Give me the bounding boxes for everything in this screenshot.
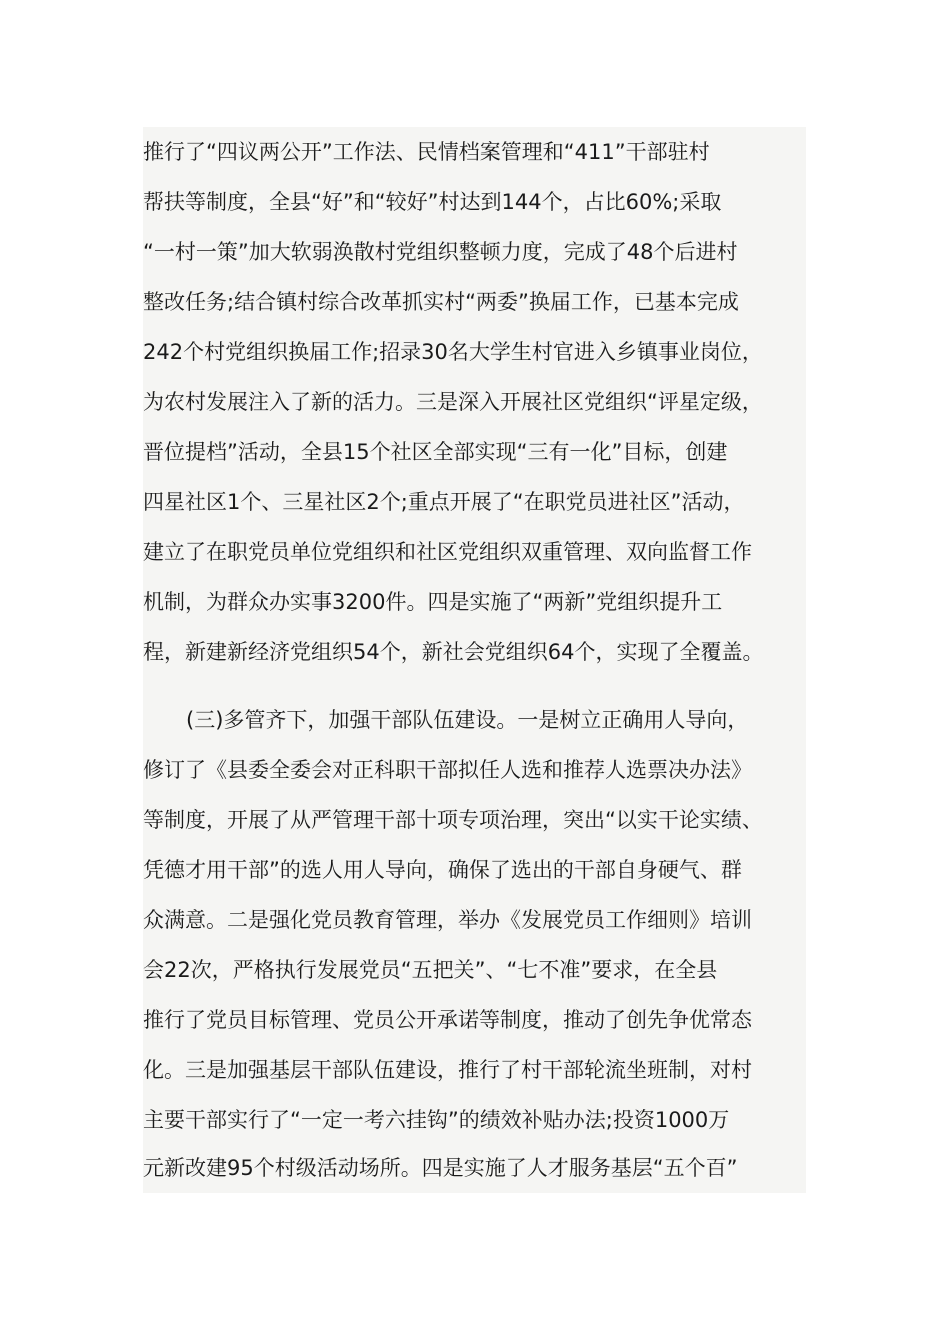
paragraph-2-line-1: (三)多管齐下，加强干部队伍建设。一是树立正确用人导向， — [186, 708, 749, 732]
paragraph-1-line-3: “一村一策”加大软弱涣散村党组织整顿力度，完成了48个后进村 — [143, 240, 738, 264]
paragraph-2-line-7: 推行了党员目标管理、党员公开承诺等制度，推动了创先争优常态 — [143, 1008, 752, 1032]
paragraph-1-line-10: 机制，为群众办实事3200件。四是实施了“两新”党组织提升工 — [143, 590, 723, 614]
paragraph-1-line-5: 242个村党组织换届工作;招录30名大学生村官进入乡镇事业岗位， — [143, 340, 763, 364]
paragraph-2-line-2: 修订了《县委全委会对正科职干部拟任人选和推荐人选票决办法》 — [143, 758, 752, 782]
paragraph-2-line-6: 会22次，严格执行发展党员“五把关”、“七不准”要求，在全县 — [143, 958, 718, 982]
paragraph-1-line-9: 建立了在职党员单位党组织和社区党组织双重管理、双向监督工作 — [143, 540, 752, 564]
paragraph-2-line-4: 凭德才用干部”的选人用人导向，确保了选出的干部自身硬气、群 — [143, 858, 742, 882]
paragraph-2-line-8: 化。三是加强基层干部队伍建设，推行了村干部轮流坐班制，对村 — [143, 1058, 752, 1082]
paragraph-1-line-7: 晋位提档”活动，全县15个社区全部实现“三有一化”目标，创建 — [143, 440, 728, 464]
paragraph-2-line-10: 元新改建95个村级活动场所。四是实施了人才服务基层“五个百” — [143, 1156, 738, 1180]
paragraph-1-line-6: 为农村发展注入了新的活力。三是深入开展社区党组织“评星定级， — [143, 390, 763, 414]
paragraph-2-line-9: 主要干部实行了“一定一考六挂钩”的绩效补贴办法;投资1000万 — [143, 1108, 730, 1132]
paragraph-1-line-11: 程，新建新经济党组织54个，新社会党组织64个，实现了全覆盖。 — [143, 640, 764, 664]
paragraph-1-line-2: 帮扶等制度，全县“好”和“较好”村达到144个，占比60%;采取 — [143, 190, 722, 214]
document-text-block — [143, 127, 806, 1193]
paragraph-1-line-8: 四星社区1个、三星社区2个;重点开展了“在职党员进社区”活动， — [143, 490, 745, 514]
paragraph-2-line-5: 众满意。二是强化党员教育管理，举办《发展党员工作细则》培训 — [143, 908, 752, 932]
paragraph-2-line-3: 等制度，开展了从严管理干部十项专项治理，突出“以实干论实绩、 — [143, 808, 763, 832]
paragraph-1-line-1: 推行了“四议两公开”工作法、民情档案管理和“411”干部驻村 — [143, 140, 710, 164]
paragraph-1-line-4: 整改任务;结合镇村综合改革抓实村“两委”换届工作，已基本完成 — [143, 290, 739, 314]
